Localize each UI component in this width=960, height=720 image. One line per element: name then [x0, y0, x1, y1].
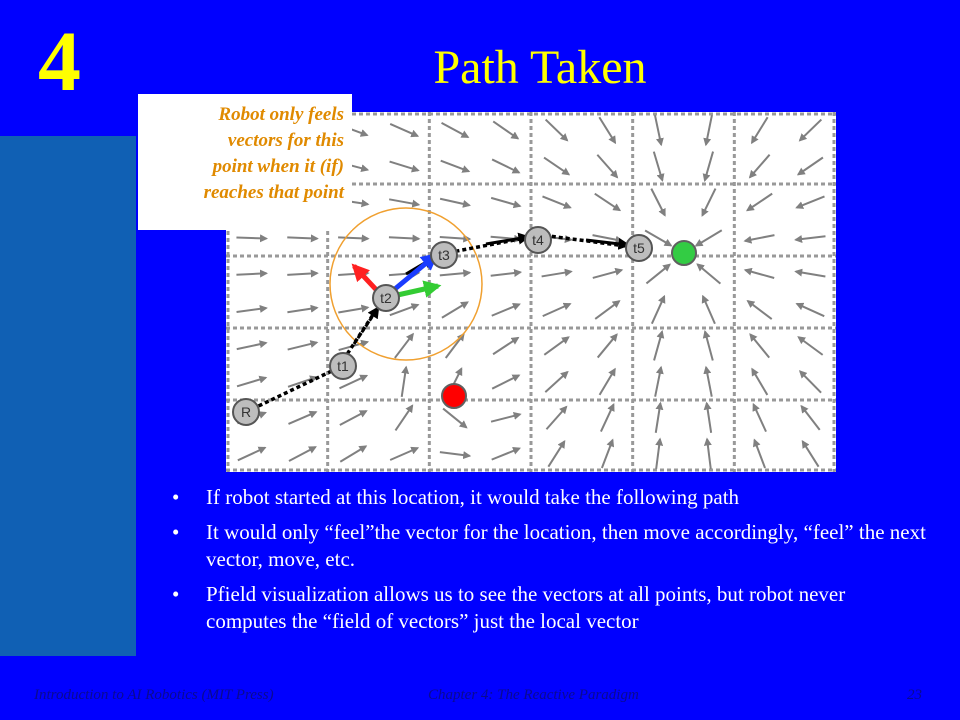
bullet-dot-icon: •: [172, 520, 180, 544]
bullet-text: It would only “feel”the vector for the location, then move accordingly, “feel” the next vector, move, etc.: [206, 520, 926, 571]
field-vector-arrow: [338, 237, 368, 238]
path-node-label: t2: [380, 290, 392, 306]
bullet-text: Pfield visualization allows us to see the vectors at all points, but robot never computes the “field of vectors” just the local vector: [206, 582, 846, 633]
callout-line: Robot only feels: [218, 104, 344, 125]
bullet-item: [170, 519, 930, 573]
path-node-label: R: [240, 404, 252, 420]
goal-dot: [672, 241, 696, 265]
field-vector-arrow: [287, 237, 317, 238]
path-node-label: t1: [337, 358, 349, 374]
bullet-dot-icon: •: [172, 485, 180, 509]
callout-line: reaches that point: [203, 182, 344, 203]
callout-line: vectors for this: [227, 130, 344, 151]
footer-page-number: 23: [907, 687, 922, 703]
field-vector-arrow: [236, 237, 266, 238]
side-panel: [0, 136, 136, 656]
footer-chapter: Chapter 4: The Reactive Paradigm: [428, 687, 639, 703]
bullet-item: [170, 581, 930, 635]
path-node-label: t4: [532, 232, 544, 248]
callout-box: [138, 94, 352, 230]
chapter-number: 4: [38, 13, 81, 109]
bullet-list: [170, 484, 930, 643]
bullet-dot-icon: •: [172, 582, 180, 606]
path-node-label: t5: [633, 240, 645, 256]
obstacle-dot: [442, 384, 466, 408]
path-node-label: t3: [438, 247, 450, 263]
footer-book-title: Introduction to AI Robotics (MIT Press): [34, 687, 274, 703]
bullet-text: If robot started at this location, it would take the following path: [206, 485, 740, 509]
callout-line: point when it (if): [212, 156, 344, 177]
bullet-item: [170, 484, 930, 511]
slide-title: Path Taken: [433, 41, 647, 94]
